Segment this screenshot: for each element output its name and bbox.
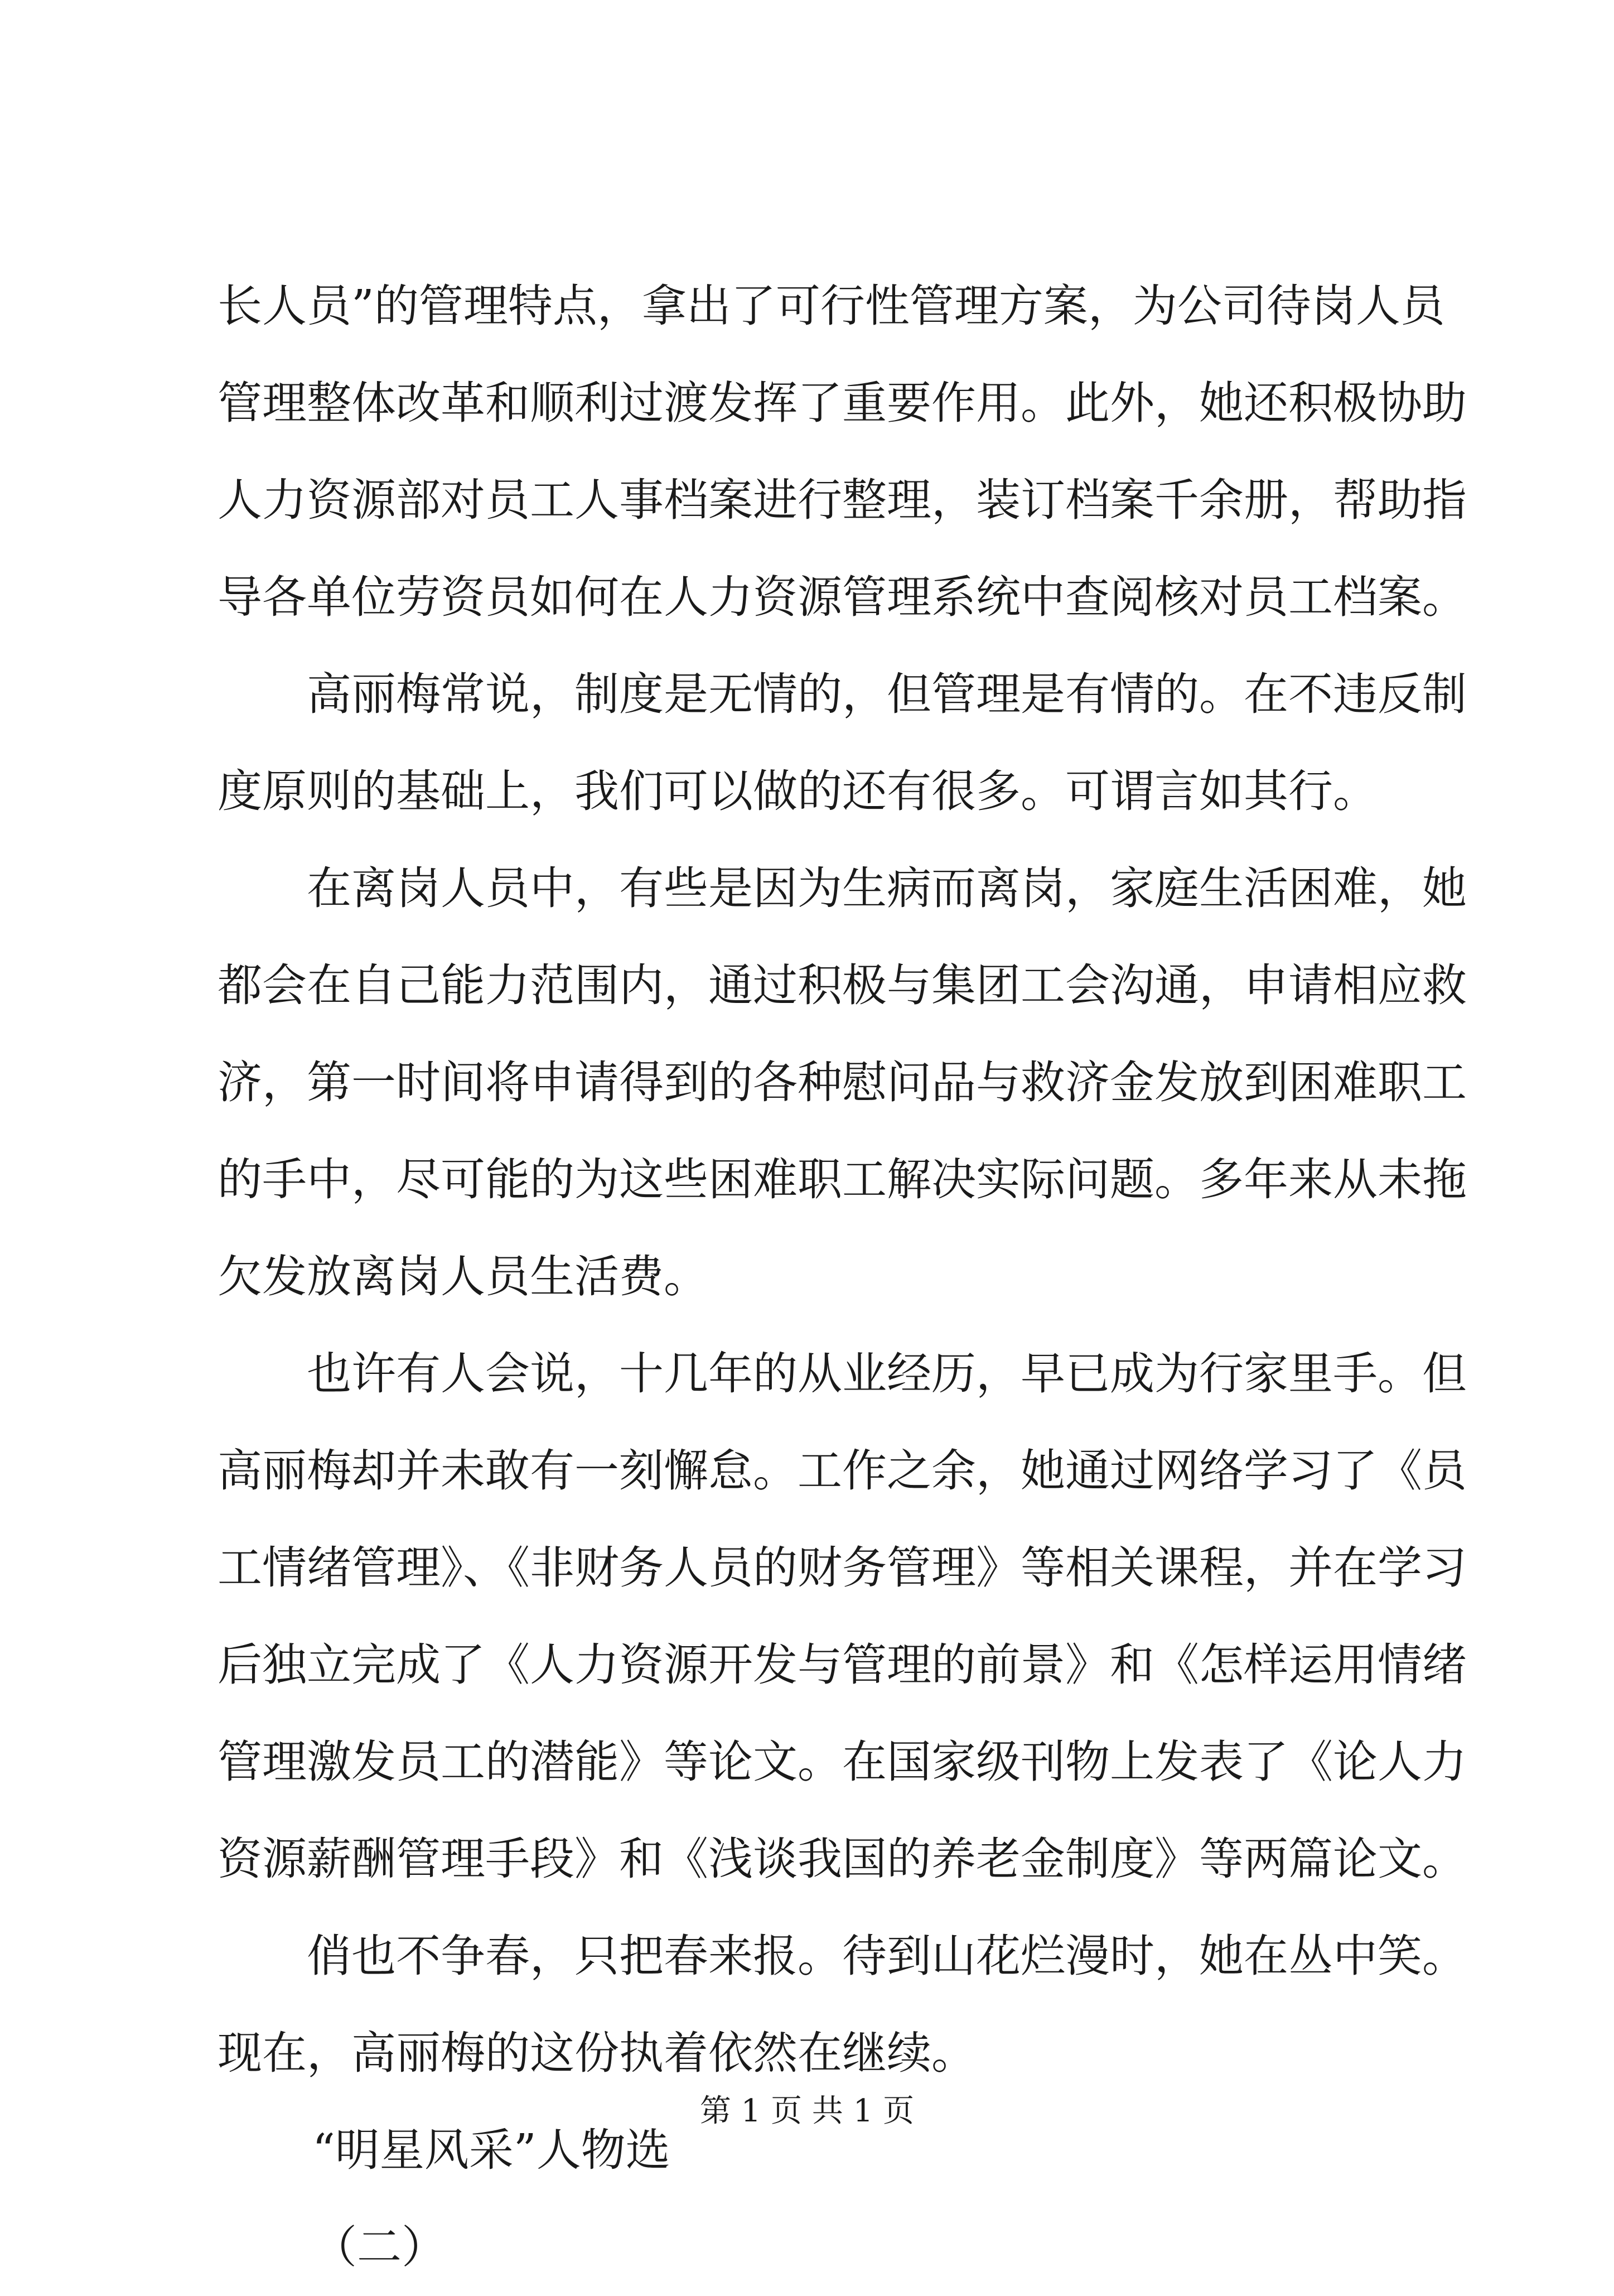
paragraph-line: 欠发放离岗人员生活费。	[218, 1251, 708, 1303]
paragraph-line: 长人员”的管理特点，拿出了可行性管理方案，为公司待岗人员	[218, 280, 1445, 332]
paragraph-line: 也许有人会说，十几年的从业经历，早已成为行家里手。但	[307, 1348, 1467, 1400]
paragraph-line: 高丽梅常说，制度是无情的，但管理是有情的。在不违反制	[307, 668, 1467, 720]
section-number: （二）	[312, 2221, 446, 2273]
paragraph-line: 人力资源部对员工人事档案进行整理，装订档案千余册，帮助指	[218, 474, 1467, 526]
document-body	[218, 258, 1467, 2296]
section-title: “明星风采”人物选	[312, 2124, 670, 2176]
paragraph-line: 都会在自己能力范围内，通过积极与集团工会沟通，申请相应救	[218, 959, 1467, 1011]
paragraph-line: 后独立完成了《人力资源开发与管理的前景》和《怎样运用情绪	[218, 1639, 1467, 1691]
paragraph-line: 济，第一时间将申请得到的各种慰问品与救济金发放到困难职工	[218, 1057, 1467, 1108]
paragraph-line: 的手中，尽可能的为这些困难职工解决实际问题。多年来从未拖	[218, 1154, 1467, 1205]
paragraph-line: 度原则的基础上，我们可以做的还有很多。可谓言如其行。	[218, 765, 1378, 817]
paragraph-line: 导各单位劳资员如何在人力资源管理系统中查阅核对员工档案。	[218, 571, 1467, 623]
paragraph-line: 现在，高丽梅的这份执着依然在继续。	[218, 2027, 976, 2079]
paragraph-line: 高丽梅却并未敢有一刻懈怠。工作之余，她通过网络学习了《员	[218, 1445, 1467, 1497]
page-footer: 第 1 页 共 1 页	[699, 2093, 915, 2129]
paragraph-line: 俏也不争春，只把春来报。待到山花烂漫时，她在丛中笑。	[307, 1930, 1467, 1982]
paragraph-line: 管理激发员工的潜能》等论文。在国家级刊物上发表了《论人力	[218, 1736, 1467, 1788]
paragraph-line: 在离岗人员中，有些是因为生病而离岗，家庭生活困难，她	[307, 862, 1467, 914]
paragraph-line: 资源薪酬管理手段》和《浅谈我国的养老金制度》等两篇论文。	[218, 1833, 1467, 1885]
paragraph-line: 工情绪管理》、《非财务人员的财务管理》等相关课程，并在学习	[218, 1542, 1467, 1594]
paragraph-line: 管理整体改革和顺利过渡发挥了重要作用。此外，她还积极协助	[218, 377, 1467, 429]
